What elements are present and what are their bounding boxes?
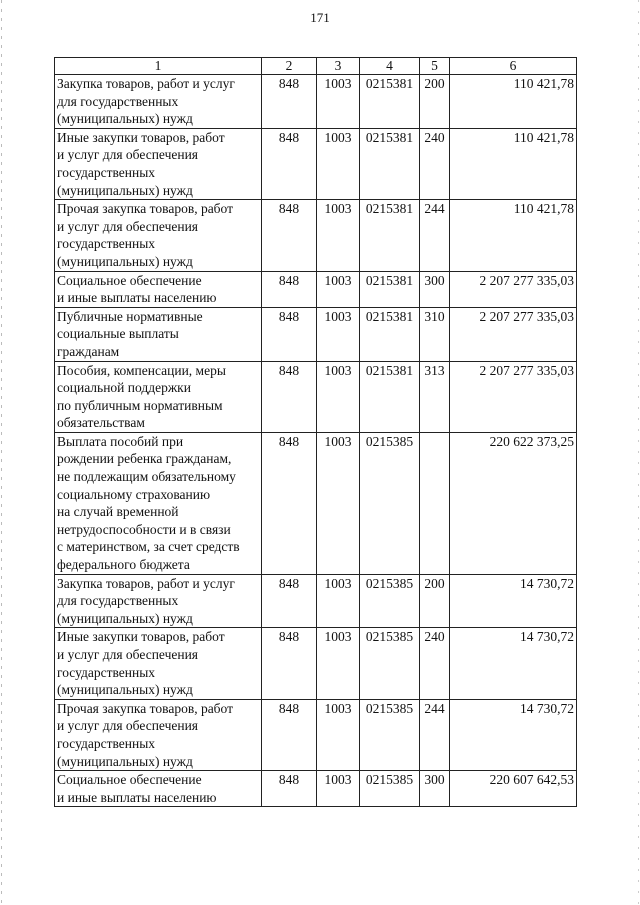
row-name-cell: Иные закупки товаров, работ и услуг для обеспечения государственных (муниципальных) нужд: [55, 128, 262, 199]
target-code-cell: 0215381: [360, 75, 420, 129]
column-header: 4: [360, 58, 420, 75]
column-header: 6: [450, 58, 577, 75]
admin-code-cell: 848: [262, 75, 317, 129]
expense-type-cell: 240: [420, 628, 450, 699]
expense-type-cell: [420, 432, 450, 574]
column-header: 2: [262, 58, 317, 75]
table-body: [55, 75, 577, 807]
amount-cell: 220 607 642,53: [450, 771, 577, 807]
amount-cell: 14 730,72: [450, 628, 577, 699]
expense-type-cell: 200: [420, 75, 450, 129]
section-code-cell: 1003: [317, 128, 360, 199]
row-name-cell: Выплата пособий при рождении ребенка гражданам, не подлежащим обязательному социальному страхованию на случай временной нетрудоспособности и в связи с материнством, за счет средств федерального бюджета: [55, 432, 262, 574]
table-row: [55, 771, 577, 807]
section-code-cell: 1003: [317, 361, 360, 432]
row-name-cell: Социальное обеспечение и иные выплаты населению: [55, 771, 262, 807]
expense-type-cell: 244: [420, 200, 450, 271]
section-code-cell: 1003: [317, 200, 360, 271]
amount-cell: 14 730,72: [450, 699, 577, 770]
column-header: 1: [55, 58, 262, 75]
column-header: 3: [317, 58, 360, 75]
admin-code-cell: 848: [262, 432, 317, 574]
target-code-cell: 0215385: [360, 574, 420, 628]
row-name-cell: Публичные нормативные социальные выплаты гражданам: [55, 307, 262, 361]
table-row: [55, 75, 577, 129]
table-row: [55, 361, 577, 432]
scan-edge-left: [1, 0, 2, 905]
section-code-cell: 1003: [317, 271, 360, 307]
section-code-cell: 1003: [317, 75, 360, 129]
scan-edge-right: [638, 0, 639, 905]
table-header-row: [55, 58, 577, 75]
target-code-cell: 0215381: [360, 307, 420, 361]
amount-cell: 110 421,78: [450, 128, 577, 199]
column-header: 5: [420, 58, 450, 75]
section-code-cell: 1003: [317, 771, 360, 807]
section-code-cell: 1003: [317, 432, 360, 574]
table-row: [55, 699, 577, 770]
table-row: [55, 128, 577, 199]
page-number: 171: [310, 10, 330, 25]
admin-code-cell: 848: [262, 771, 317, 807]
row-name-cell: Прочая закупка товаров, работ и услуг для обеспечения государственных (муниципальных) нужд: [55, 200, 262, 271]
target-code-cell: 0215385: [360, 699, 420, 770]
table-row: [55, 628, 577, 699]
target-code-cell: 0215381: [360, 128, 420, 199]
table-row: [55, 200, 577, 271]
admin-code-cell: 848: [262, 628, 317, 699]
expense-type-cell: 244: [420, 699, 450, 770]
section-code-cell: 1003: [317, 628, 360, 699]
amount-cell: 2 207 277 335,03: [450, 307, 577, 361]
amount-cell: 220 622 373,25: [450, 432, 577, 574]
amount-cell: 2 207 277 335,03: [450, 361, 577, 432]
admin-code-cell: 848: [262, 361, 317, 432]
amount-cell: 14 730,72: [450, 574, 577, 628]
budget-table: [54, 57, 577, 807]
table-row: [55, 432, 577, 574]
table-row: [55, 307, 577, 361]
expense-type-cell: 300: [420, 771, 450, 807]
admin-code-cell: 848: [262, 699, 317, 770]
admin-code-cell: 848: [262, 574, 317, 628]
target-code-cell: 0215381: [360, 200, 420, 271]
target-code-cell: 0215385: [360, 628, 420, 699]
row-name-cell: Прочая закупка товаров, работ и услуг для обеспечения государственных (муниципальных) нужд: [55, 699, 262, 770]
table-row: [55, 574, 577, 628]
row-name-cell: Пособия, компенсации, меры социальной поддержки по публичным нормативным обязательствам: [55, 361, 262, 432]
expense-type-cell: 313: [420, 361, 450, 432]
target-code-cell: 0215381: [360, 271, 420, 307]
expense-type-cell: 200: [420, 574, 450, 628]
row-name-cell: Социальное обеспечение и иные выплаты населению: [55, 271, 262, 307]
row-name-cell: Иные закупки товаров, работ и услуг для обеспечения государственных (муниципальных) нужд: [55, 628, 262, 699]
admin-code-cell: 848: [262, 307, 317, 361]
admin-code-cell: 848: [262, 128, 317, 199]
amount-cell: 110 421,78: [450, 75, 577, 129]
target-code-cell: 0215385: [360, 771, 420, 807]
target-code-cell: 0215385: [360, 432, 420, 574]
target-code-cell: 0215381: [360, 361, 420, 432]
admin-code-cell: 848: [262, 200, 317, 271]
amount-cell: 110 421,78: [450, 200, 577, 271]
expense-type-cell: 300: [420, 271, 450, 307]
section-code-cell: 1003: [317, 699, 360, 770]
row-name-cell: Закупка товаров, работ и услуг для государственных (муниципальных) нужд: [55, 574, 262, 628]
expense-type-cell: 310: [420, 307, 450, 361]
table-row: [55, 271, 577, 307]
amount-cell: 2 207 277 335,03: [450, 271, 577, 307]
expense-type-cell: 240: [420, 128, 450, 199]
section-code-cell: 1003: [317, 307, 360, 361]
admin-code-cell: 848: [262, 271, 317, 307]
section-code-cell: 1003: [317, 574, 360, 628]
row-name-cell: Закупка товаров, работ и услуг для государственных (муниципальных) нужд: [55, 75, 262, 129]
